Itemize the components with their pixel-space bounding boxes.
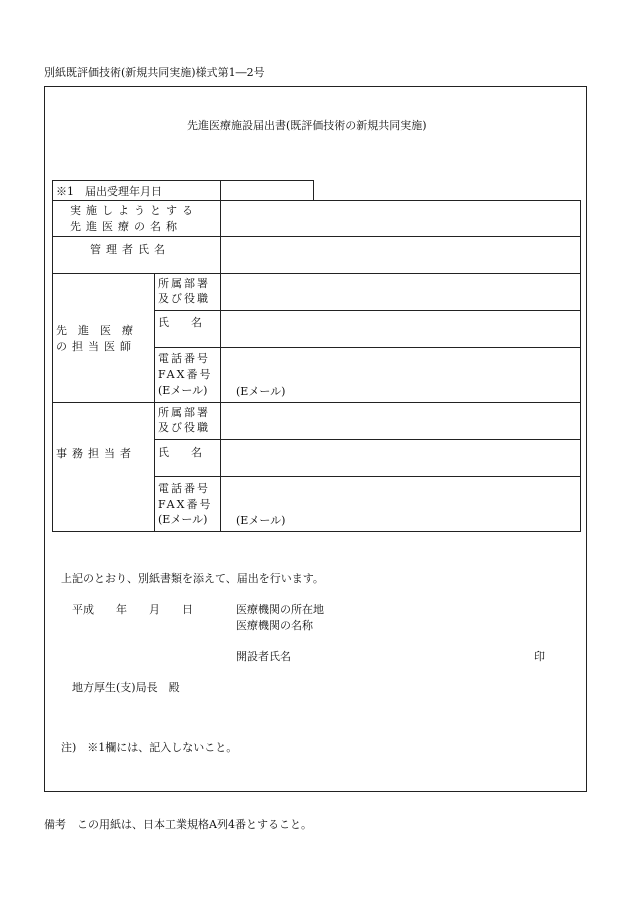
doctor-fax-label: FAX番号	[158, 368, 213, 381]
table-left-line	[52, 180, 53, 532]
institution-address-label: 医療機関の所在地	[236, 603, 324, 616]
note-text: 注) ※1欄には、記入しないこと。	[61, 741, 238, 754]
founder-name-label: 開設者氏名	[236, 650, 291, 663]
doctor-contact-field[interactable]	[221, 348, 579, 402]
doctor-email-value-label: (Eメール)	[236, 385, 286, 398]
receipt-date-label: ※1 届出受理年月日	[56, 185, 162, 198]
office-dept-label: 所属部署	[158, 406, 210, 419]
section-divider-line	[154, 273, 155, 531]
addressee: 地方厚生(支)局長 殿	[72, 681, 180, 694]
office-fax-label: FAX番号	[158, 498, 213, 511]
tech-name-label: 先進医療の名称	[70, 220, 182, 233]
table-right-line	[580, 200, 581, 532]
manager-name-label: 管理者氏名	[90, 243, 170, 256]
tech-name-field[interactable]	[221, 201, 579, 236]
office-section-label: 事務担当者	[56, 447, 136, 460]
doctor-email-label: (Eメール)	[158, 384, 208, 397]
receipt-right-line	[313, 180, 314, 200]
remarks-text: 備考 この用紙は、日本工業規格A列4番とすること。	[44, 818, 312, 831]
office-dept-label: 及び役職	[158, 421, 210, 434]
form-title: 先進医療施設届出書(既評価技術の新規共同実施)	[187, 119, 427, 132]
office-email-label: (Eメール)	[158, 513, 208, 526]
statement-text: 上記のとおり、別紙書類を添えて、届出を行います。	[61, 572, 324, 585]
doctor-name-label: 氏 名	[158, 316, 202, 329]
row-line	[52, 531, 580, 532]
tech-name-label: 実施しようとする	[70, 204, 198, 217]
date-line: 平成 年 月 日	[72, 603, 193, 616]
office-phone-label: 電話番号	[158, 482, 210, 495]
receipt-date-field[interactable]	[221, 181, 313, 200]
doctor-name-field[interactable]	[221, 311, 579, 347]
manager-name-field[interactable]	[221, 237, 579, 273]
office-email-value-label: (Eメール)	[236, 514, 286, 527]
office-name-label: 氏 名	[158, 446, 202, 459]
doctor-phone-label: 電話番号	[158, 352, 210, 365]
office-dept-field[interactable]	[221, 403, 579, 439]
doctor-dept-label: 所属部署	[158, 277, 210, 290]
office-contact-field[interactable]	[221, 477, 579, 531]
doctor-section-label: 先 進 医 療	[56, 324, 133, 337]
doctor-dept-field[interactable]	[221, 274, 579, 310]
office-name-field[interactable]	[221, 440, 579, 476]
seal-mark: 印	[534, 650, 545, 663]
institution-name-label: 医療機関の名称	[236, 619, 313, 632]
doctor-section-label: の担当医師	[56, 340, 136, 353]
form-number: 別紙既評価技術(新規共同実施)様式第1―2号	[44, 66, 265, 79]
doctor-dept-label: 及び役職	[158, 292, 210, 305]
